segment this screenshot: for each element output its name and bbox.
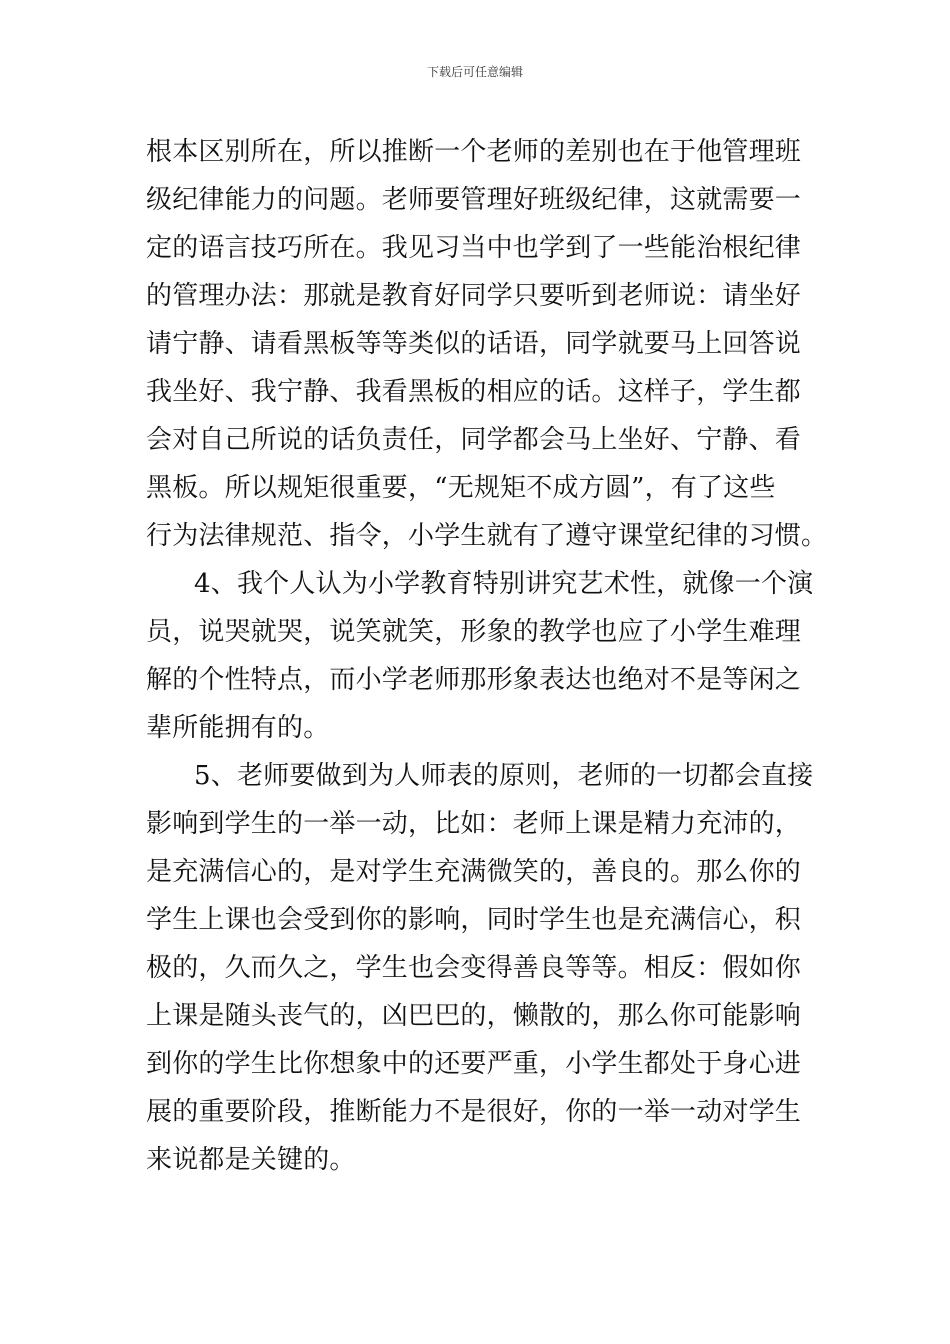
page-header: 下载后可任意编辑 [426, 65, 523, 79]
text-line: 我坐好、我宁静、我看黑板的相应的话。这样子，学生都 [146, 377, 802, 407]
text-line: 来说都是关键的。 [146, 1145, 356, 1175]
text-line: 到你的学生比你想象中的还要严重，小学生都处于身心进 [146, 1049, 802, 1079]
text-line: 辈所能拥有的。 [146, 713, 330, 743]
text-line: 影响到学生的一举一动，比如：老师上课是精力充沛的， [146, 809, 802, 839]
text-line: 请宁静、请看黑板等等类似的话语，同学就要马上回答说 [146, 329, 802, 359]
text-line: 5、老师要做到为人师表的原则，老师的一切都会直接 [194, 761, 814, 791]
text-line: 上课是随头丧气的，凶巴巴的，懒散的，那么你可能影响 [146, 1001, 802, 1031]
text-line: 级纪律能力的问题。老师要管理好班级纪律，这就需要一 [146, 185, 802, 215]
text-line: 的管理办法：那就是教育好同学只要听到老师说：请坐好 [146, 281, 802, 311]
text-line: 根本区别所在，所以推断一个老师的差别也在于他管理班 [146, 137, 802, 167]
text-line: 解的个性特点，而小学老师那形象表达也绝对不是等闲之 [146, 665, 802, 695]
text-line: 极的，久而久之，学生也会变得善良等等。相反：假如你 [146, 953, 802, 983]
document-body [146, 128, 828, 1184]
text-line: 定的语言技巧所在。我见习当中也学到了一些能治根纪律 [146, 233, 802, 263]
text-line: 展的重要阶段，推断能力不是很好，你的一举一动对学生 [146, 1097, 802, 1127]
text-line: 学生上课也会受到你的影响，同时学生也是充满信心，积 [146, 905, 802, 935]
text-line: 黑板。所以规矩很重要，“无规矩不成方圆”，有了这些 [146, 473, 776, 503]
text-line: 4、我个人认为小学教育特别讲究艺术性，就像一个演 [194, 569, 814, 599]
text-line: 行为法律规范、指令，小学生就有了遵守课堂纪律的习惯。 [146, 521, 828, 551]
text-line: 是充满信心的，是对学生充满微笑的，善良的。那么你的 [146, 857, 802, 887]
text-line: 员，说哭就哭，说笑就笑，形象的教学也应了小学生难理 [146, 617, 802, 647]
text-line: 会对自己所说的话负责任，同学都会马上坐好、宁静、看 [146, 425, 802, 455]
